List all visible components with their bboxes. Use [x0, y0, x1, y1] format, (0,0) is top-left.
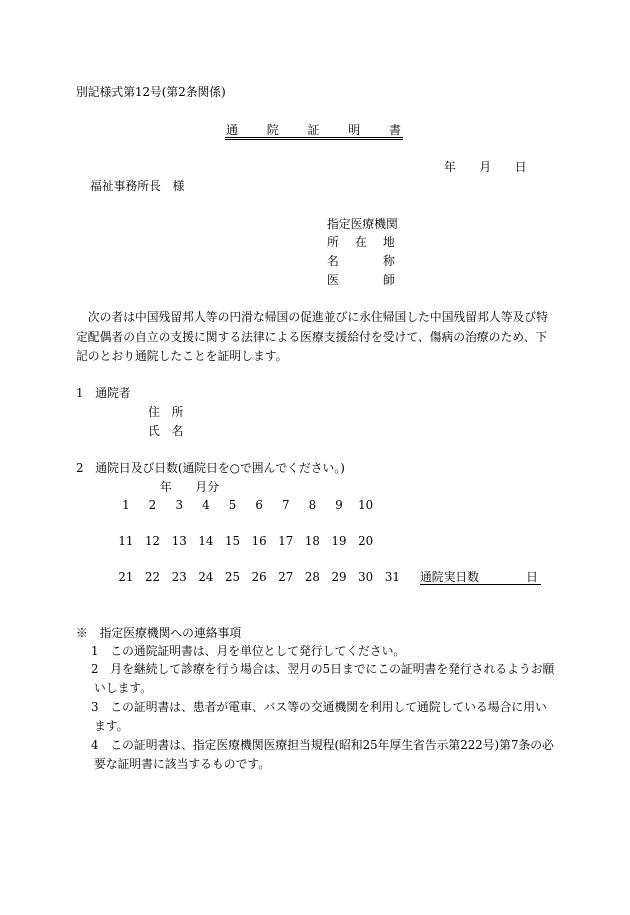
note-item-2: 2 月を継続して診療を行う場合は、翌月の5日までにこの証明書を発行されるようお願: [91, 662, 555, 676]
total-visit-days-label: 通院実日数 日: [420, 570, 538, 584]
day-25: 25: [224, 570, 240, 584]
title-underline: [225, 137, 403, 140]
day-17: 17: [278, 534, 294, 548]
day-6: 6: [255, 498, 263, 512]
form-number: 別記様式第12号(第2条関係): [76, 85, 226, 99]
day-14: 14: [198, 534, 214, 548]
document-title: 通院証明書: [226, 123, 430, 137]
day-10: 10: [358, 498, 374, 512]
day-22: 22: [145, 570, 161, 584]
issuer-address-label: 所 在 地: [327, 235, 397, 249]
day-5: 5: [228, 498, 237, 512]
day-3: 3: [175, 498, 183, 512]
day-26: 26: [251, 570, 267, 584]
day-23: 23: [171, 570, 187, 584]
day-18: 18: [304, 534, 320, 548]
day-12: 12: [145, 534, 161, 548]
section-patient-heading: 1 通院者: [76, 386, 131, 400]
day-7: 7: [282, 498, 290, 512]
patient-address-label: 住 所: [148, 405, 184, 419]
day-8: 8: [308, 498, 317, 512]
day-11: 11: [118, 534, 134, 548]
day-row-2: [113, 533, 406, 549]
day-row-3: [113, 569, 406, 585]
note-item-2-continued: いします。: [94, 681, 153, 695]
date-line: 年 月 日: [444, 160, 527, 174]
addressee: 福祉事務所長 様: [90, 179, 185, 193]
total-visit-days-underline: [420, 584, 541, 585]
patient-name-label: 氏 名: [148, 424, 184, 438]
day-19: 19: [331, 534, 347, 548]
note-item-4: 4 この証明書は、指定医療機関医療担当規程(昭和25年厚生省告示第222号)第7条の必: [91, 738, 554, 752]
statement-line: 次の者は中国残留邦人等の円滑な帰国の促進並びに永住帰国した中国残留邦人等及び特: [76, 310, 548, 324]
day-20: 20: [358, 534, 374, 548]
month-line: 年 月分: [160, 480, 219, 494]
day-16: 16: [251, 534, 267, 548]
statement-line: 定配偶者の自立の支援に関する法律による医療支援給付を受けて、傷病の治療のため、下: [76, 330, 548, 344]
note-item-3: 3 この証明書は、患者が電車、バス等の交通機関を利用して通院している場合に用い: [91, 700, 547, 714]
day-15: 15: [224, 534, 240, 548]
section-visit-days-heading: 2 通院日及び日数(通院日を○で囲んでください。): [76, 461, 345, 475]
note-item-4-continued: 要な証明書に該当するものです。: [94, 757, 271, 771]
issuer-institution-label: 指定医療機関: [327, 217, 398, 231]
day-4: 4: [202, 498, 210, 512]
day-29: 29: [331, 570, 347, 584]
note-item-1: 1 この通院証明書は、月を単位として発行してください。: [91, 644, 406, 658]
day-21: 21: [118, 570, 134, 584]
day-2: 2: [148, 498, 157, 512]
day-13: 13: [171, 534, 187, 548]
issuer-doctor-label: 医 師: [327, 273, 397, 287]
day-28: 28: [304, 570, 320, 584]
note-item-3-continued: ます。: [94, 719, 129, 733]
day-9: 9: [335, 498, 343, 512]
notes-heading: ※ 指定医療機関への連絡事項: [76, 626, 242, 640]
day-1: 1: [122, 498, 130, 512]
day-31: 31: [384, 570, 400, 584]
statement-line: 記のとおり通院したことを証明します。: [76, 349, 288, 363]
day-row-1: [113, 497, 406, 513]
day-24: 24: [198, 570, 214, 584]
issuer-name-label: 名 称: [327, 254, 397, 268]
day-30: 30: [358, 570, 374, 584]
day-27: 27: [278, 570, 294, 584]
